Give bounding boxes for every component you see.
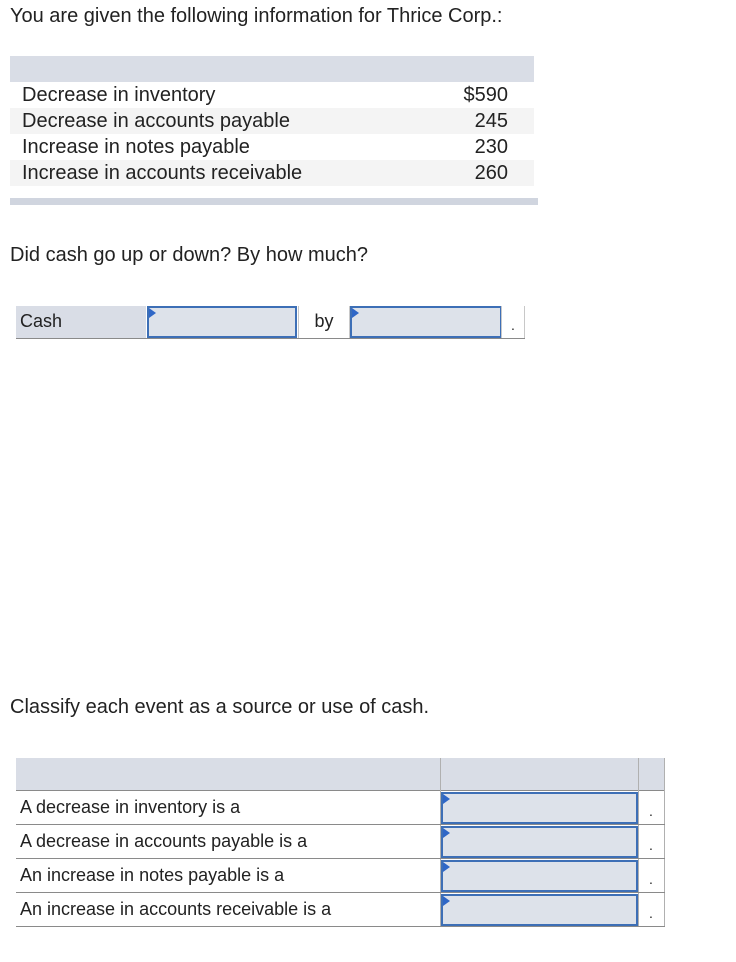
classify-dropdown[interactable] xyxy=(441,826,638,858)
cash-direction-dropdown[interactable] xyxy=(147,306,297,338)
cash-answer-row xyxy=(16,306,525,339)
by-label: by xyxy=(298,306,350,338)
classify-row-label: An increase in accounts receivable is a xyxy=(20,899,332,919)
info-row-value: 230 xyxy=(474,136,508,158)
dropdown-marker-icon xyxy=(443,862,450,872)
question-classify: Classify each event as a source or use of cash. xyxy=(10,696,430,718)
info-row-label: Decrease in accounts payable xyxy=(22,110,290,132)
classify-row xyxy=(16,791,665,825)
trailing-period: . xyxy=(649,837,653,853)
classify-table-header xyxy=(16,758,665,791)
classify-table xyxy=(16,758,665,927)
info-table-header xyxy=(10,56,534,82)
classify-dropdown[interactable] xyxy=(441,894,638,926)
dropdown-marker-icon xyxy=(443,896,450,906)
question-cash-change: Did cash go up or down? By how much? xyxy=(10,244,368,266)
info-row-label: Increase in accounts receivable xyxy=(22,162,303,184)
info-row xyxy=(10,134,534,160)
info-row-value: 245 xyxy=(474,110,508,132)
info-row xyxy=(10,160,534,186)
classify-row-label: A decrease in inventory is a xyxy=(20,797,241,817)
trailing-period: . xyxy=(649,871,653,887)
classify-row xyxy=(16,859,665,893)
intro-text: You are given the following information for Thrice Corp.: xyxy=(10,5,503,27)
classify-dropdown[interactable] xyxy=(441,792,638,824)
classify-dropdown[interactable] xyxy=(441,860,638,892)
classify-row-label: A decrease in accounts payable is a xyxy=(20,831,308,851)
dropdown-marker-icon xyxy=(443,794,450,804)
classify-row-label: An increase in notes payable is a xyxy=(20,865,285,885)
trailing-period: . xyxy=(649,803,653,819)
classify-row xyxy=(16,893,665,927)
classify-row xyxy=(16,825,665,859)
info-row xyxy=(10,108,534,134)
trailing-period: . xyxy=(501,306,525,338)
info-row-value: $590 xyxy=(463,84,508,106)
input-marker-icon xyxy=(352,308,359,318)
info-row xyxy=(10,82,534,108)
trailing-period: . xyxy=(649,905,653,921)
info-table-footer xyxy=(10,198,538,205)
cash-label: Cash xyxy=(16,306,146,338)
cash-amount-input[interactable] xyxy=(350,306,502,338)
info-row-label: Decrease in inventory xyxy=(22,84,216,106)
info-row-label: Increase in notes payable xyxy=(22,136,250,158)
dropdown-marker-icon xyxy=(443,828,450,838)
dropdown-marker-icon xyxy=(149,308,156,318)
info-row-value: 260 xyxy=(474,162,508,184)
